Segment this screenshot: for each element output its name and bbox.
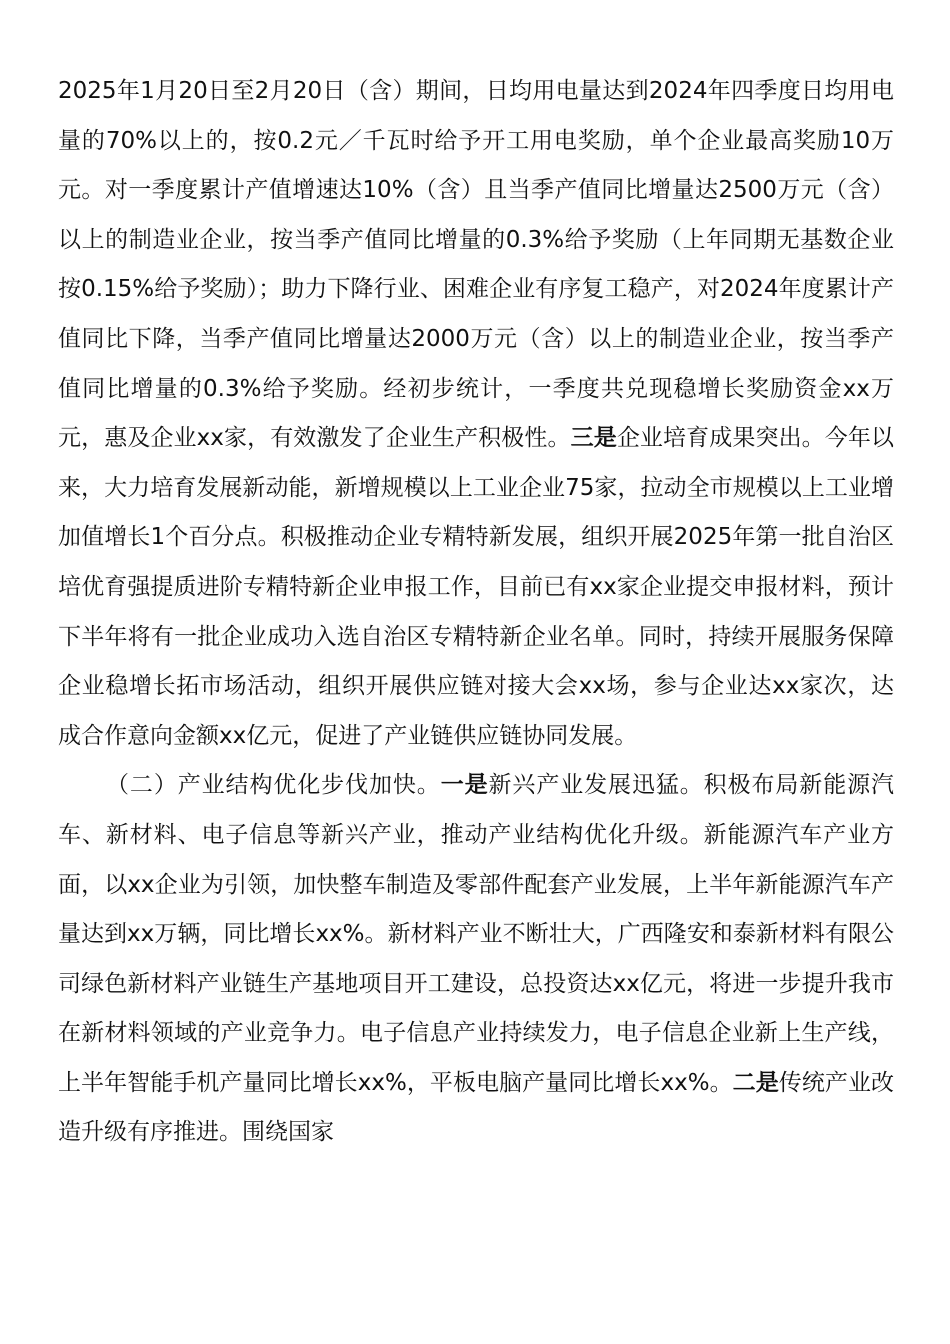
bold-marker-third: 三是	[570, 425, 617, 452]
document-page	[58, 67, 894, 1158]
bold-marker-second: 二是	[732, 1069, 779, 1096]
paragraph-industrial-incentives	[58, 67, 894, 761]
section-heading: （二）产业结构优化步伐加快。	[106, 772, 441, 799]
paragraph-text: 传统产业改造升级有序推进。围绕国家	[58, 1069, 895, 1146]
paragraph-industrial-structure	[58, 761, 894, 1158]
paragraph-text: 新兴产业发展迅猛。积极布局新能源汽车、新材料、电子信息等新兴产业，推动产业结构优化升级。新能源汽车产业方面，以xx企业为引领，加快整车制造及零部件配套产业发展，上半年新能源汽车产量达到xx万辆，同比增长xx%。新材料产业不断壮大，广西隆安和泰新材料有限公司绿色新材料产业链生产基地项目开工建设，总投资达xx亿元，将进一步提升我市在新材料领域的产业竞争力。电子信息产业持续发力，电子信息企业新上生产线，上半年智能手机产量同比增长xx%，平板电脑产量同比增长xx%。	[58, 772, 894, 1096]
paragraph-text: 企业培育成果突出。今年以来，大力培育发展新动能，新增规模以上工业企业75家，拉动全市规模以上工业增加值增长1个百分点。积极推动企业专精特新发展，组织开展2025年第一批自治区培优育强提质进阶专精特新企业申报工作，目前已有xx家企业提交申报材料，预计下半年将有一批企业成功入选自治区专精特新企业名单。同时，持续开展服务保障企业稳增长拓市场活动，组织开展供应链对接大会xx场，参与企业达xx家次，达成合作意向金额xx亿元，促进了产业链供应链协同发展。	[58, 425, 894, 749]
paragraph-text: 2025年1月20日至2月20日（含）期间，日均用电量达到2024年四季度日均用电量的70%以上的，按0.2元／千瓦时给予开工用电奖励，单个企业最高奖励10万元。对一季度累计产值增速达10%（含）且当季产值同比增量达2500万元（含）以上的制造业企业，按当季产值同比增量的0.3%给予奖励（上年同期无基数企业按0.15%给予奖励）；助力下降行业、困难企业有序复工稳产，对2024年度累计产值同比下降，当季产值同比增量达2000万元（含）以上的制造业企业，按当季产值同比增量的0.3%给予奖励。经初步统计，一季度共兑现稳增长奖励资金xx万元，惠及企业xx家，有效激发了企业生产积极性。	[58, 78, 894, 452]
bold-marker-first: 一是	[440, 772, 489, 799]
